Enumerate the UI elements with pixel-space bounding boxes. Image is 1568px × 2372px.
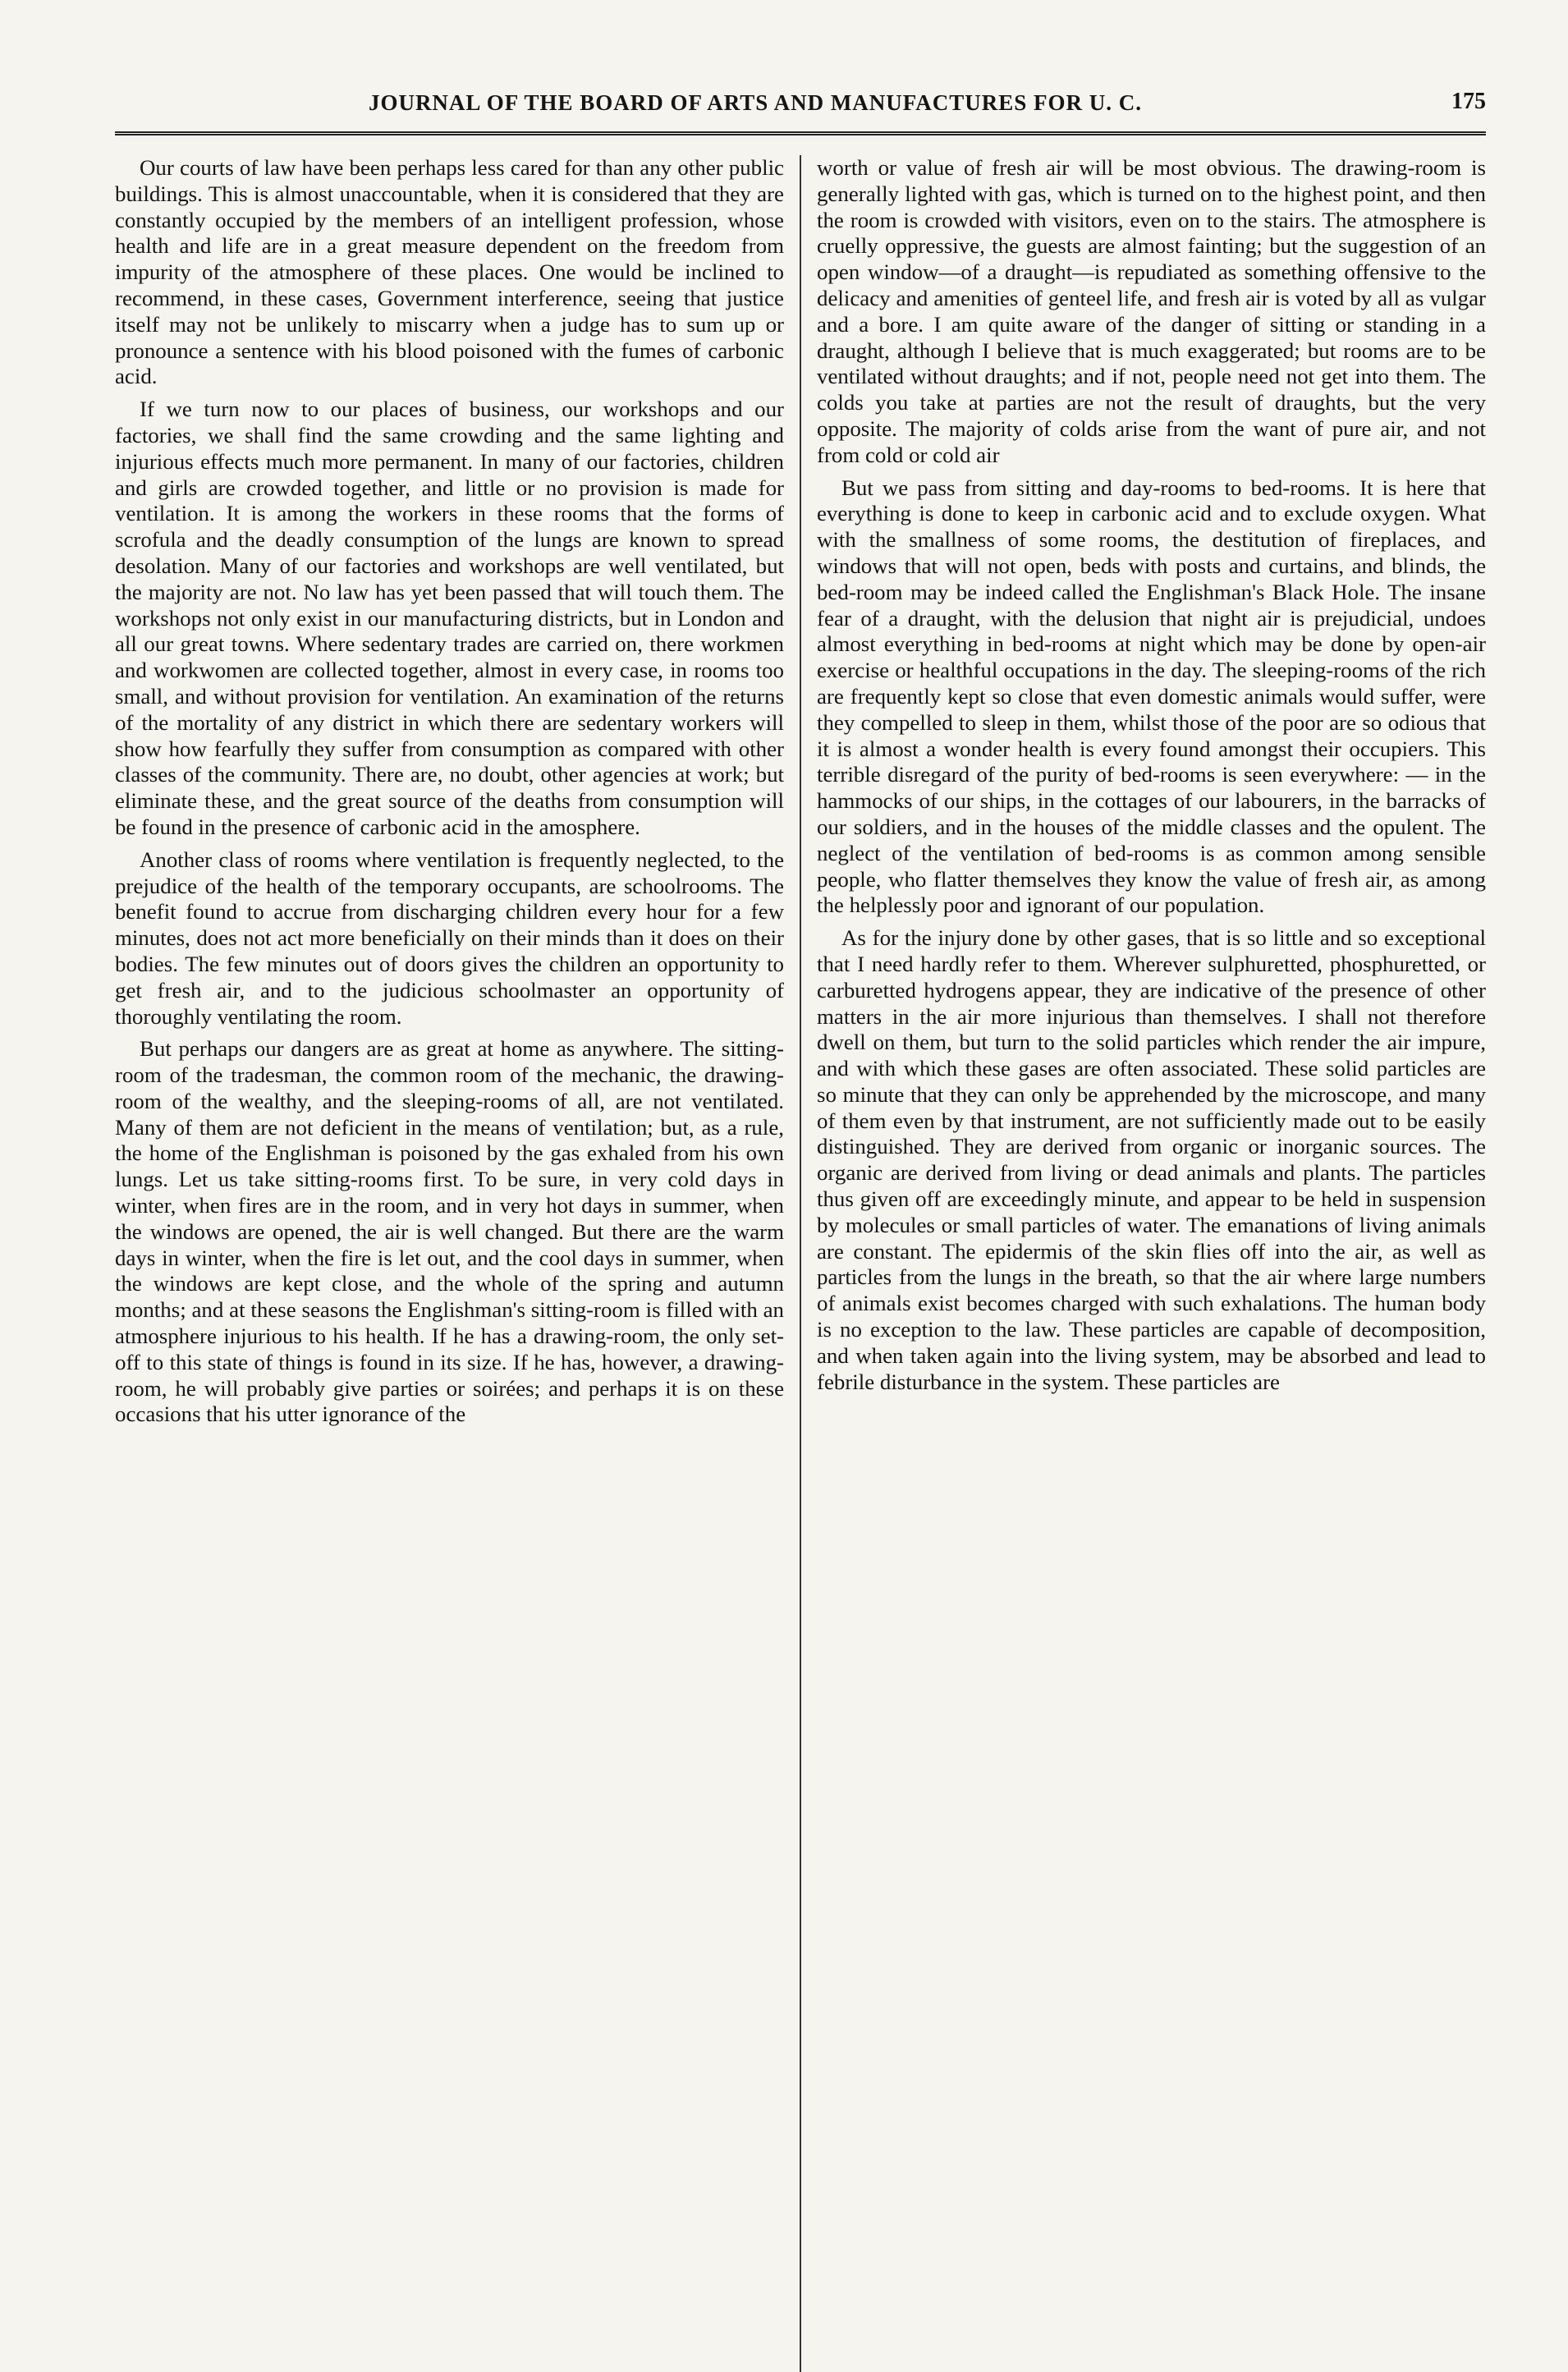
paragraph-fresh-air-continued: worth or value of fresh air will be most obvious. The drawing-room is generally lighted with gas, which is turned on to the highest point, and then the room is crowded with visitors, even on to the stairs. The atmosphere is cruelly oppressive, the guests are almost fainting; but the suggestion of an open window—of a draught—is repudiated as something offensive to the delicacy and amenities of genteel life, and fresh air is voted by all as vulgar and a bore. I am quite aware of the danger of sitting or standing in a draught, although I believe that is much exaggerated; but rooms are to be ventilated without draughts; and if not, people need not get into them. The colds you take at parties are not the result of draughts, but the very opposite. The majority of colds arise from the want of pure air, and not from cold or cold air [817, 155, 1486, 467]
paragraph-bed-rooms: But we pass from sitting and day-rooms to bed-rooms. It is here that everything is done to keep in carbonic acid and to exclude oxygen. What with the smallness of some rooms, the destitution of fireplaces, and windows that will not open, beds with posts and curtains, and blinds, the bed-room may be indeed called the Englishman's Black Hole. The insane fear of a draught, with the delusion that night air is prejudicial, undoes almost everything in bed-rooms at night which may be done by open-air exercise or healthful occupations in the day. The sleeping-rooms of the rich are frequently kept so close that even domestic animals would suffer, were they compelled to sleep in them, whilst those of the poor are so odious that it is almost a wonder health is every found amongst their occupiers. This terrible disregard of the purity of bed-rooms is seen everywhere: — in the hammocks of our ships, in the cottages of our labourers, in the barracks of our soldiers, and in the houses of the middle classes and the opulent. The neglect of the ventilation of bed-rooms is as common among sensible people, who flatter themselves they know the value of fresh air, as among the helplessly poor and ignorant of our population. [817, 475, 1486, 918]
page-number: 175 [1451, 89, 1486, 114]
paragraph-workshops-factories: If we turn now to our places of business, our workshops and our factories, we shall find the same crowding and the same lighting and injurious effects much more permanent. In many of our factories, children and girls are crowded together, and little or no provision is made for ventilation. It is among the workers in these rooms that the forms of scrofula and the deadly consumption of the lungs are known to spread desolation. Many of our factories and workshops are well ventilated, but the majority are not. No law has yet been passed that will touch them. The workshops not only exist in our manufacturing districts, but in London and all our great towns. Where sedentary trades are carried on, there workmen and workwomen are collected together, almost in every case, in rooms too small, and without provision for ventilation. An examination of the returns of the mortality of any district in which there are sedentary workers will show how fearfully they suffer from consumption as compared with other classes of the community. There are, no doubt, other agencies at work; but eliminate these, and the great source of the deaths from consumption will be found in the presence of carbonic acid in the amosphere. [115, 397, 784, 839]
right-column [817, 155, 1486, 1434]
paragraph-other-gases: As for the injury done by other gases, that is so little and so exceptional that I need hardly refer to them. Wherever sulphuretted, phosphuretted, or carburetted hydrogens appear, they are indicative of the presence of other matters in the air more injurious than themselves. I shall not therefore dwell on them, but turn to the solid particles which render the air impure, and with which these gases are often associated. These solid particles are so minute that they can only be apprehended by the microscope, and many of them even by that instrument, are not sufficiently made out to be easily distinguished. They are derived from organic or inorganic sources. The organic are derived from living or dead animals and plants. The particles thus given off are exceedingly minute, and appear to be held in suspension by molecules or small particles of water. The emanations of living animals are constant. The epidermis of the skin flies off into the air, as well as particles from the lungs in the breath, so that the air where large numbers of animals exist becomes charged with such exhalations. The human body is no exception to the law. These particles are capable of decomposition, and when taken again into the living system, may be absorbed and lead to febrile disturbance in the system. These particles are [817, 925, 1486, 1394]
text-columns [115, 155, 1486, 1434]
paragraph-schoolrooms: Another class of rooms where ventilation is frequently neglected, to the prejudice of the health of the temporary occupants, are schoolrooms. The benefit found to accrue from discharging children every hour for a few minutes, does not act more beneficially on their minds than it does on their bodies. The few minutes out of doors gives the children an opportunity to get fresh air, and to the judicious schoolmaster an opportunity of thoroughly ventilating the room. [115, 846, 784, 1029]
paragraph-courts-of-law: Our courts of law have been perhaps less cared for than any other public buildings. This is almost unaccountable, when it is considered that they are constantly occupied by the members of an intelligent profession, whose health and life are in a great measure dependent on the freedom from impurity of the atmosphere of these places. One would be inclined to recommend, in these cases, Government interference, seeing that justice itself may not be unlikely to miscarry when a judge has to sum up or pronounce a sentence with his blood poisoned with the fumes of carbonic acid. [115, 155, 784, 389]
journal-title: JOURNAL OF THE BOARD OF ARTS AND MANUFACTURES FOR U. C. [368, 90, 1143, 115]
column-divider [800, 155, 801, 2372]
paragraph-dangers-at-home: But perhaps our dangers are as great at home as anywhere. The sitting-room of the tradesman, the common room of the mechanic, the drawing-room of the wealthy, and the sleeping-rooms of all, are not ventilated. Many of them are not deficient in the means of ventilation; but, as a rule, the home of the Englishman is poisoned by the gas exhaled from his own lungs. Let us take sitting-rooms first. To be sure, in very cold days in winter, when fires are in the room, and in very hot days in summer, when the windows are opened, the air is well changed. But there are the warm days in winter, when the fire is let out, and the cool days in summer, when the windows are kept close, and the whole of the spring and autumn months; and at these seasons the Englishman's sitting-room is filled with an atmosphere injurious to his health. If he has a drawing-room, the only set-off to this state of things is found in its size. If he has, however, a drawing-room, he will probably give parties or soirées; and perhaps it is on these occasions that his utter ignorance of the [115, 1036, 784, 1427]
left-column [115, 155, 784, 1434]
running-header [115, 85, 1486, 135]
